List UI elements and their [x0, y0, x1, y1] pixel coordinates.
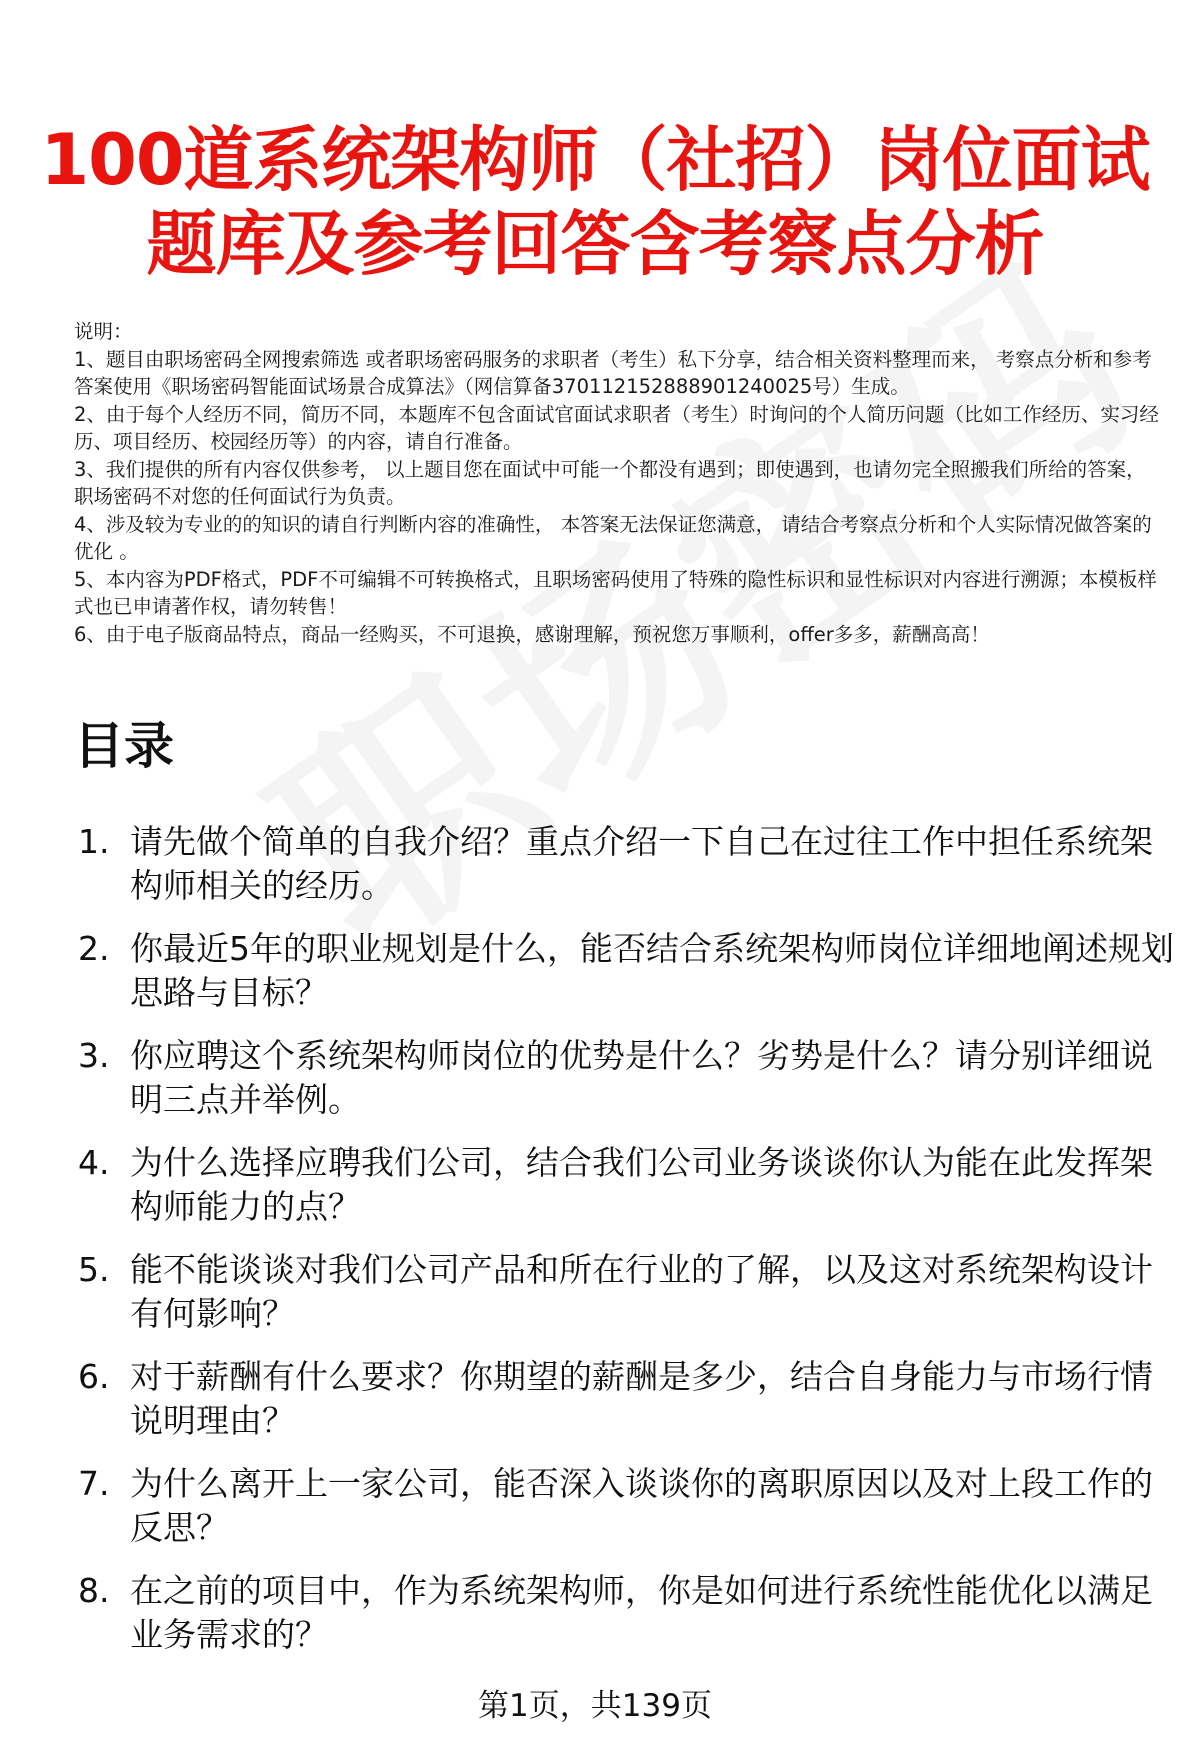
toc-item[interactable] [74, 1034, 1174, 1122]
toc-item[interactable] [74, 927, 1174, 1015]
title-line-2: 题库及参考回答含考察点分析 [146, 203, 1044, 285]
toc-item[interactable] [74, 1141, 1174, 1229]
toc-item-text: 能不能谈谈对我们公司产品和所在行业的了解，以及这对系统架构设计有何影响？ [130, 1250, 1153, 1333]
toc-item-number: 8. [78, 1571, 110, 1610]
toc-item-number: 1. [78, 822, 110, 861]
toc-item-number: 4. [78, 1143, 110, 1182]
toc-item-text: 对于薪酬有什么要求？你期望的薪酬是多少，结合自身能力与市场行情说明理由？ [130, 1357, 1153, 1440]
note-item-1: 1、题目由职场密码全网搜索筛选 或者职场密码服务的求职者（考生）私下分享，结合相关资料整理而来， 考察点分析和参考答案使用《职场密码智能面试场景合成算法》（网信算备370112152888901240025号）生成。 [74, 347, 1152, 398]
toc-list [74, 820, 1174, 1676]
toc-item-number: 6. [78, 1357, 110, 1396]
note-item-4: 4、涉及较为专业的的知识的请自行判断内容的准确性， 本答案无法保证您满意， 请结合考察点分析和个人实际情况做答案的优化 。 [74, 512, 1152, 563]
toc-item-text: 为什么选择应聘我们公司，结合我们公司业务谈谈你认为能在此发挥架构师能力的点？ [130, 1143, 1153, 1226]
notes-section [74, 318, 1164, 648]
toc-heading: 目录 [74, 717, 174, 775]
toc-item-text: 请先做个简单的自我介绍？重点介绍一下自己在过往工作中担任系统架构师相关的经历。 [130, 822, 1153, 905]
toc-item-number: 5. [78, 1250, 110, 1289]
toc-item[interactable] [74, 1248, 1174, 1336]
note-item-2: 2、由于每个人经历不同，简历不同，本题库不包含面试官面试求职者（考生）时询问的个人简历问题（比如工作经历、实习经历、项目经历、校园经历等）的内容，请自行准备。 [74, 402, 1159, 453]
note-item-5: 5、本内容为PDF格式，PDF不可编辑不可转换格式，且职场密码使用了特殊的隐性标识和显性标识对内容进行溯源；本模板样式也已申请著作权，请勿转售！ [74, 567, 1157, 618]
note-item-6: 6、由于电子版商品特点，商品一经购买，不可退换，感谢理解，预祝您万事顺利，offer多多，薪酬高高！ [74, 622, 990, 646]
toc-item-text: 你最近5年的职业规划是什么，能否结合系统架构师岗位详细地阐述规划思路与目标？ [130, 929, 1174, 1012]
toc-item-text: 你应聘这个系统架构师岗位的优势是什么？劣势是什么？请分别详细说明三点并举例。 [130, 1036, 1153, 1119]
toc-item[interactable] [74, 1355, 1174, 1443]
title-line-1: 100道系统架构师（社招）岗位面试 [40, 119, 1150, 201]
toc-item[interactable] [74, 1462, 1174, 1550]
toc-item-number: 2. [78, 929, 110, 968]
toc-item-text: 为什么离开上一家公司，能否深入谈谈你的离职原因以及对上段工作的反思？ [130, 1464, 1153, 1547]
notes-label: 说明： [74, 320, 133, 343]
toc-item-number: 3. [78, 1036, 110, 1075]
toc-item[interactable] [74, 820, 1174, 908]
page-footer: 第1页，共139页 [478, 1688, 712, 1724]
toc-item-text: 在之前的项目中，作为系统架构师，你是如何进行系统性能优化以满足业务需求的？ [130, 1571, 1153, 1654]
toc-item-number: 7. [78, 1464, 110, 1503]
note-item-3: 3、我们提供的所有内容仅供参考， 以上题目您在面试中可能一个都没有遇到；即使遇到，也请勿完全照搬我们所给的答案，职场密码不对您的任何面试行为负责。 [74, 457, 1146, 508]
document-title [40, 118, 1150, 286]
toc-item[interactable] [74, 1569, 1174, 1657]
